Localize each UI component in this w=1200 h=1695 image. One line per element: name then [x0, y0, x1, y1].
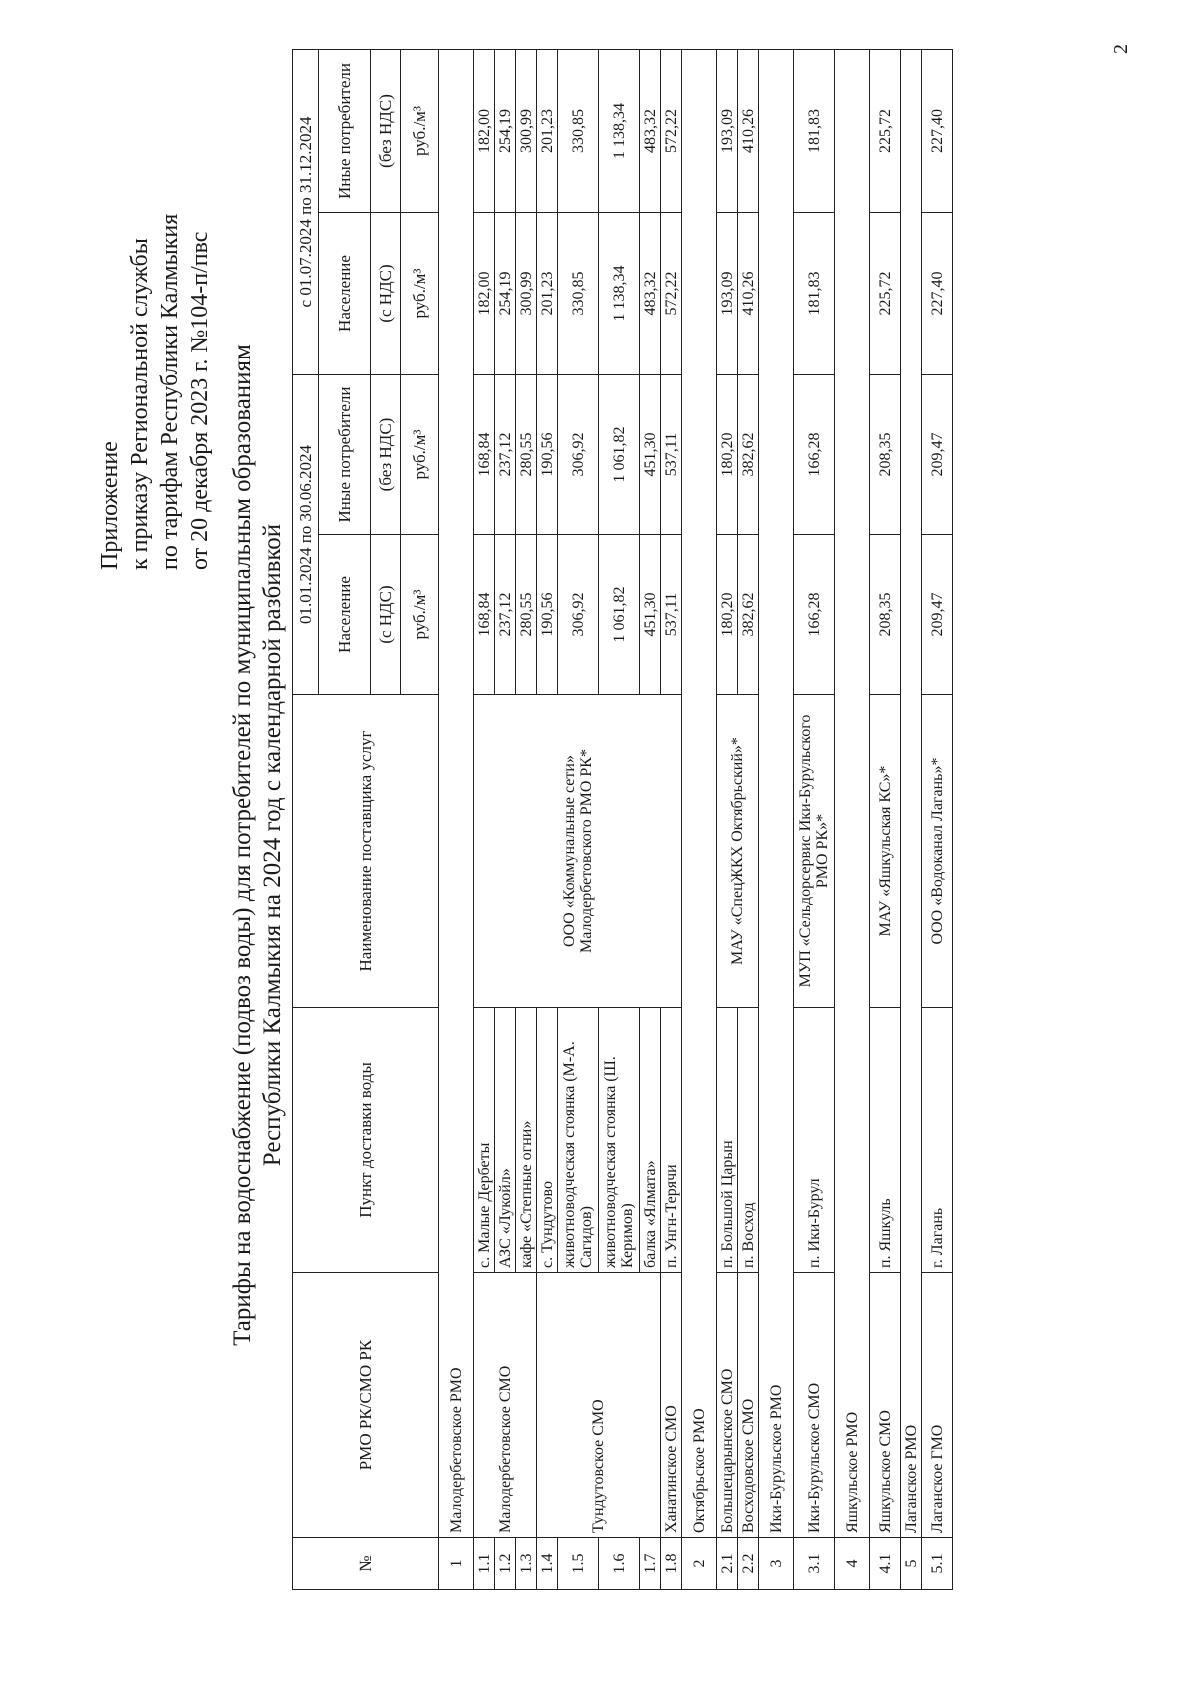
appendix-line: к приказу Региональной службы: [127, 238, 153, 570]
header-vat-excl: (без НДС): [371, 374, 401, 534]
p1-other: 190,56: [537, 374, 558, 534]
row-number: 2.2: [738, 1538, 759, 1590]
p1-other: 451,30: [640, 374, 661, 534]
table-row: [682, 49, 717, 1589]
row-number: 4.1: [870, 1538, 901, 1590]
p2-other: 572,22: [661, 49, 682, 212]
row-rmo: Яшкульское СМО: [870, 1273, 901, 1538]
row-point: г. Лагань: [922, 1008, 953, 1273]
p1-population: 237,12: [495, 535, 516, 695]
p1-population: 382,62: [738, 535, 759, 695]
appendix-line: Приложение: [97, 441, 123, 570]
row-point: п. Ики-Бурул: [794, 1008, 835, 1273]
header-no: №: [293, 1538, 439, 1590]
table-row: [439, 49, 474, 1589]
header-vat-incl: (с НДС): [371, 212, 401, 374]
header-supplier: Наименование поставщика услуг: [293, 695, 439, 1008]
row-number: 1.3: [516, 1538, 537, 1590]
section-title: Ики-Бурульское РМО: [759, 49, 794, 1537]
row-rmo: Лаганское ГМО: [922, 1273, 953, 1538]
row-number: 1.6: [599, 1538, 640, 1590]
row-number: 4: [835, 1538, 870, 1590]
row-rmo: Большецарынское СМО: [717, 1273, 738, 1538]
row-point: кафе «Степные огни»: [516, 1008, 537, 1273]
p1-other: 1 061,82: [599, 374, 640, 534]
table-row: [474, 49, 495, 1589]
row-supplier: МАУ «СпецЖКХ Октябрьский»*: [717, 695, 759, 1008]
row-number: 1: [439, 1538, 474, 1590]
row-number: 1.2: [495, 1538, 516, 1590]
row-supplier: ООО «Коммунальные сети» Малодербетовского РМО РК*: [474, 695, 682, 1008]
p2-other: 227,40: [922, 49, 953, 212]
p2-population: 300,99: [516, 212, 537, 374]
p2-other: 201,23: [537, 49, 558, 212]
section-title: Яшкульское РМО: [835, 49, 870, 1537]
p1-other: 537,11: [661, 374, 682, 534]
table-row: [717, 49, 738, 1589]
row-number: 5: [901, 1538, 922, 1590]
p1-other: 208,35: [870, 374, 901, 534]
row-point: АЗС «Лукойл»: [495, 1008, 516, 1273]
table-row: [759, 49, 794, 1589]
p1-population: 306,92: [558, 535, 599, 695]
p2-population: 330,85: [558, 212, 599, 374]
table-row: [835, 49, 870, 1589]
header-population: Население: [319, 535, 371, 695]
row-number: 1.8: [661, 1538, 682, 1590]
header-vat-incl: (с НДС): [371, 535, 401, 695]
table-row: [794, 49, 835, 1589]
title-line: Республики Калмыкия на 2024 год с календарной разбивкой: [259, 523, 286, 1167]
p1-other: 306,92: [558, 374, 599, 534]
row-supplier: МУП «Сельдорсервис Ики-Бурульского РМО РК»*: [794, 695, 835, 1008]
p1-population: 280,55: [516, 535, 537, 695]
p2-other: 330,85: [558, 49, 599, 212]
title-line: Тарифы на водоснабжение (подвоз воды) для потребителей по муниципальным образованиям: [229, 344, 256, 1346]
p2-other: 254,19: [495, 49, 516, 212]
p1-other: 280,55: [516, 374, 537, 534]
header-unit: руб./м³: [401, 212, 439, 374]
p2-other: 181,83: [794, 49, 835, 212]
section-title: Октябрьское РМО: [682, 49, 717, 1537]
p1-other: 168,84: [474, 374, 495, 534]
table-row: [870, 49, 901, 1589]
p2-population: 181,83: [794, 212, 835, 374]
p1-population: 190,56: [537, 535, 558, 695]
p2-population: 193,09: [717, 212, 738, 374]
row-point: животноводческая стоянка (М-А. Сагидов): [558, 1008, 599, 1273]
p1-other: 237,12: [495, 374, 516, 534]
row-point: животноводческая стоянка (Ш. Керимов): [599, 1008, 640, 1273]
document-title: [228, 55, 288, 1635]
p1-other: 209,47: [922, 374, 953, 534]
row-number: 3.1: [794, 1538, 835, 1590]
row-number: 5.1: [922, 1538, 953, 1590]
p2-population: 201,23: [537, 212, 558, 374]
row-rmo: Малодербетовское СМО: [474, 1273, 537, 1538]
p1-population: 168,84: [474, 535, 495, 695]
p1-other: 382,62: [738, 374, 759, 534]
row-supplier: МАУ «Яшкульская КС»*: [870, 695, 901, 1008]
row-number: 1.1: [474, 1538, 495, 1590]
p2-population: 1 138,34: [599, 212, 640, 374]
p2-population: 410,26: [738, 212, 759, 374]
section-title: Лаганское РМО: [901, 49, 922, 1537]
header-other: Иные потребители: [319, 49, 371, 212]
page-number: 2: [1110, 44, 1132, 54]
row-point: п. Яшкуль: [870, 1008, 901, 1273]
p2-population: 572,22: [661, 212, 682, 374]
header-vat-excl: (без НДС): [371, 49, 401, 212]
header-period1: 01.01.2024 по 30.06.2024: [293, 374, 319, 694]
row-number: 1.5: [558, 1538, 599, 1590]
p2-population: 483,32: [640, 212, 661, 374]
p2-population: 227,40: [922, 212, 953, 374]
header-point: Пункт доставки воды: [293, 1008, 439, 1273]
header-unit: руб./м³: [401, 535, 439, 695]
p1-population: 208,35: [870, 535, 901, 695]
p1-other: 180,20: [717, 374, 738, 534]
row-supplier: ООО «Водоканал Лагань»*: [922, 695, 953, 1008]
row-rmo: Тундутовское СМО: [537, 1273, 661, 1538]
row-number: 3: [759, 1538, 794, 1590]
p2-other: 193,09: [717, 49, 738, 212]
header-other: Иные потребители: [319, 374, 371, 534]
header-population: Население: [319, 212, 371, 374]
row-rmo: Восходовское СМО: [738, 1273, 759, 1538]
p1-population: 180,20: [717, 535, 738, 695]
p1-population: 537,11: [661, 535, 682, 695]
p2-population: 254,19: [495, 212, 516, 374]
row-rmo: Ики-Бурульское СМО: [794, 1273, 835, 1538]
row-point: балка «Ялмата»: [640, 1008, 661, 1273]
p1-other: 166,28: [794, 374, 835, 534]
p2-population: 182,00: [474, 212, 495, 374]
header-unit: руб./м³: [401, 49, 439, 212]
p2-other: 410,26: [738, 49, 759, 212]
row-rmo: Ханатинское СМО: [661, 1273, 682, 1538]
table-row: [901, 49, 922, 1589]
appendix-block: [95, 214, 215, 570]
p2-other: 182,00: [474, 49, 495, 212]
p2-other: 483,32: [640, 49, 661, 212]
header-period2: с 01.07.2024 по 31.12.2024: [293, 49, 319, 374]
section-title: Малодербетовское РМО: [439, 49, 474, 1537]
row-number: 2.1: [717, 1538, 738, 1590]
p2-population: 225,72: [870, 212, 901, 374]
table-row: [922, 49, 953, 1589]
p2-other: 1 138,34: [599, 49, 640, 212]
row-number: 1.7: [640, 1538, 661, 1590]
p2-other: 300,99: [516, 49, 537, 212]
header-rmo: РМО РК/СМО РК: [293, 1273, 439, 1538]
p2-other: 225,72: [870, 49, 901, 212]
row-number: 1.4: [537, 1538, 558, 1590]
p1-population: 209,47: [922, 535, 953, 695]
tariff-table: [292, 49, 953, 1590]
row-point: п. Восход: [738, 1008, 759, 1273]
header-unit: руб./м³: [401, 374, 439, 534]
p1-population: 451,30: [640, 535, 661, 695]
p1-population: 166,28: [794, 535, 835, 695]
row-point: п. Унгн-Терячи: [661, 1008, 682, 1273]
row-point: с. Тундутово: [537, 1008, 558, 1273]
p1-population: 1 061,82: [599, 535, 640, 695]
appendix-line: от 20 декабря 2023 г. №104-п/пвс: [187, 231, 213, 570]
appendix-line: по тарифам Республики Калмыкия: [157, 213, 183, 570]
row-point: с. Малые Дербеты: [474, 1008, 495, 1273]
row-point: п. Большой Царын: [717, 1008, 738, 1273]
row-number: 2: [682, 1538, 717, 1590]
